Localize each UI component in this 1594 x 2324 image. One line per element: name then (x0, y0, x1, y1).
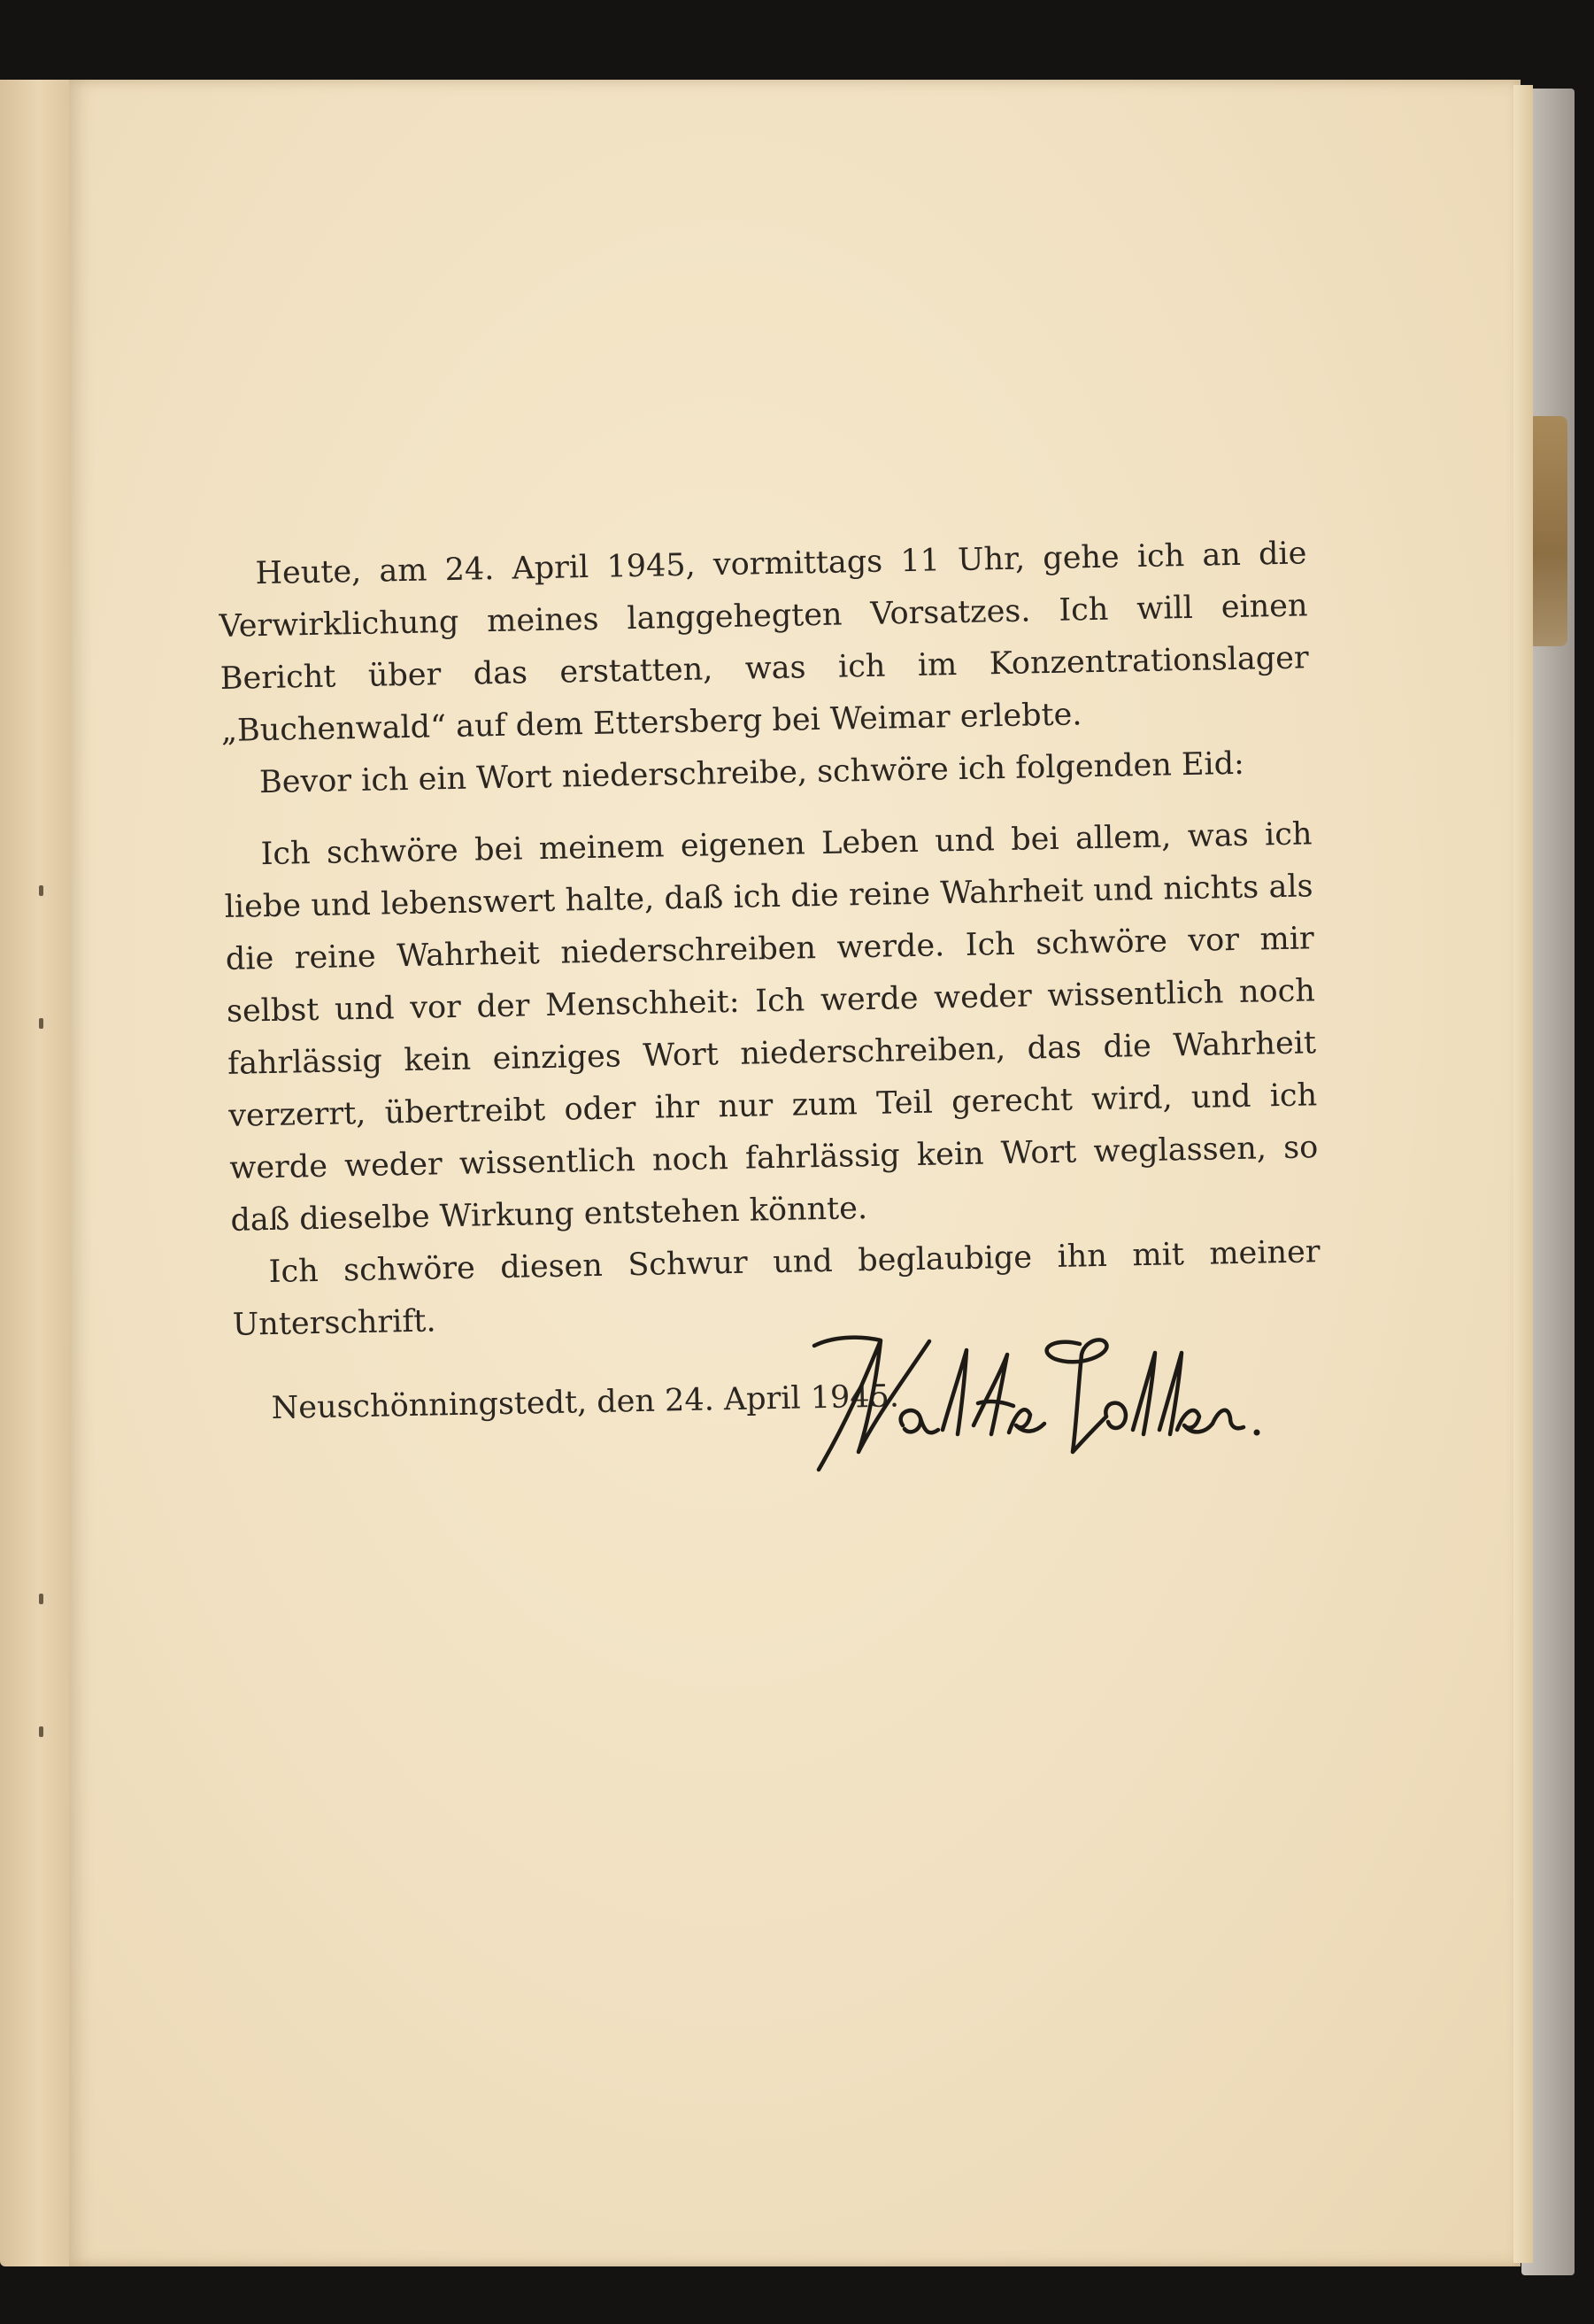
binding-mark (39, 1594, 43, 1604)
page-edge (1513, 85, 1533, 2263)
cover-damage (1528, 416, 1567, 646)
paragraph-before-oath: Bevor ich ein Wort niederschreibe, schwöre ich folgenden Eid: (258, 745, 1245, 801)
binding-mark (39, 1726, 43, 1737)
place-and-date: Neuschönningstedt, den 24. April 1945. (271, 1378, 900, 1427)
oath-text (218, 528, 1323, 1435)
paragraph-intro: Heute, am 24. April 1945, vormittags 11 Uhr, gehe ich an die Verwirklichung meines langgehegten Vorsatzes. Ich will einen Bericht über das erstatten, was ich im Konzentrationslager „Buchenwald“ auf dem Ettersberg bei Weimar erlebte. (219, 536, 1309, 749)
paragraph-oath: Ich schwöre bei meinem eigenen Leben und bei allem, was ich liebe und lebenswert halte, daß ich die reine Wahrheit und nichts als die reine Wahrheit niederschreiben werde. Ich schwöre vor mir selbst und vor der Menschheit: Ich werde weder wissentlich noch fahrlässig kein einziges Wort niederschreiben, das die Wahrheit verzerrt, übertreibt oder ihr nur zum Teil gerecht wird, und ich werde weder wissentlich noch fahrlässig kein Wort weglassen, so daß dieselbe Wirkung entstehen könnte. (224, 816, 1319, 1239)
paragraph-signature-note: Ich schwöre diesen Schwur und beglaubige ihn mit meiner Unterschrift. (232, 1234, 1321, 1343)
binding-mark (39, 885, 43, 896)
binding-mark (39, 1018, 43, 1029)
handwritten-signature (797, 1319, 1266, 1487)
previous-page-edge (0, 80, 71, 2266)
